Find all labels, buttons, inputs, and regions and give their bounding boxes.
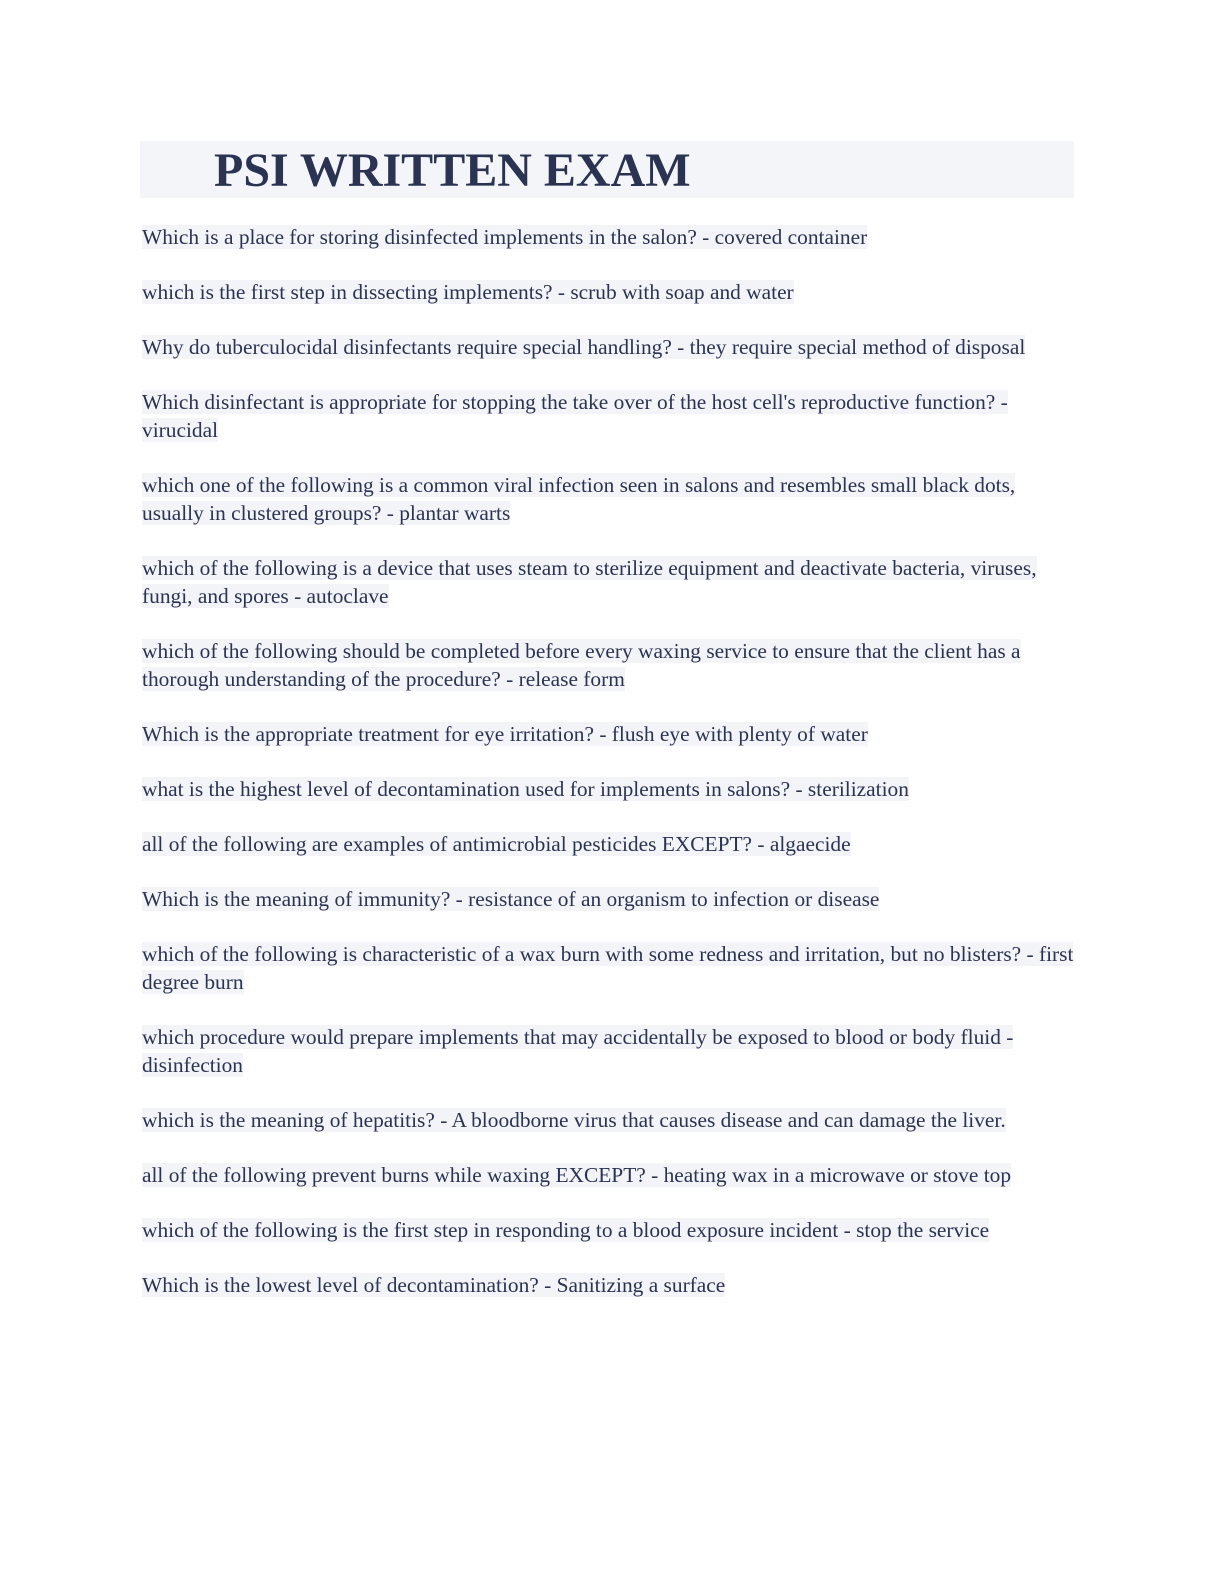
qa-item [142, 885, 1082, 913]
qa-text: which of the following is the first step in responding to a blood exposure incident - stop the service [142, 1218, 990, 1242]
qa-text: Which is the appropriate treatment for eye irritation? - flush eye with plenty of water [142, 722, 868, 746]
qa-item [142, 471, 1082, 527]
qa-item [142, 940, 1082, 996]
qa-item [142, 637, 1082, 693]
qa-item [142, 830, 1082, 858]
qa-text: which of the following should be completed before every waxing service to ensure that the client has a thorough understanding of the procedure? - release form [142, 639, 1021, 691]
qa-text: what is the highest level of decontamination used for implements in salons? - sterilization [142, 777, 909, 801]
qa-text: which is the first step in dissecting implements? - scrub with soap and water [142, 280, 794, 304]
qa-item [142, 388, 1082, 444]
qa-text: which of the following is a device that uses steam to sterilize equipment and deactivate bacteria, viruses, fungi, and spores - autoclave [142, 556, 1037, 608]
qa-text: Which is the lowest level of decontamination? - Sanitizing a surface [142, 1273, 726, 1297]
qa-text: which of the following is characteristic of a wax burn with some redness and irritation, but no blisters? - first degree burn [142, 942, 1074, 994]
qa-text: all of the following prevent burns while waxing EXCEPT? - heating wax in a microwave or stove top [142, 1163, 1012, 1187]
qa-text: Which disinfectant is appropriate for stopping the take over of the host cell's reproductive function? - virucidal [142, 390, 1008, 442]
qa-item [142, 333, 1082, 361]
qa-item [142, 278, 1082, 306]
qa-text: Which is a place for storing disinfected implements in the salon? - covered container [142, 225, 868, 249]
qa-text: Why do tuberculocidal disinfectants require special handling? - they require special method of disposal [142, 335, 1026, 359]
qa-item [142, 1161, 1082, 1189]
qa-text: which one of the following is a common viral infection seen in salons and resembles small black dots, usually in clustered groups? - plantar warts [142, 473, 1016, 525]
qa-text: which is the meaning of hepatitis? - A bloodborne virus that causes disease and can damage the liver. [142, 1108, 1006, 1132]
document-title: PSI WRITTEN EXAM [214, 144, 691, 197]
qa-text: Which is the meaning of immunity? - resistance of an organism to infection or disease [142, 887, 880, 911]
qa-text: all of the following are examples of antimicrobial pesticides EXCEPT? - algaecide [142, 832, 851, 856]
qa-item [142, 223, 1082, 251]
qa-item [142, 1216, 1082, 1244]
qa-item [142, 1271, 1082, 1299]
qa-item [142, 554, 1082, 610]
qa-list [142, 223, 1082, 1299]
qa-item [142, 1106, 1082, 1134]
qa-item [142, 775, 1082, 803]
qa-item [142, 1023, 1082, 1079]
qa-item [142, 720, 1082, 748]
qa-text: which procedure would prepare implements that may accidentally be exposed to blood or body fluid - disinfection [142, 1025, 1014, 1077]
